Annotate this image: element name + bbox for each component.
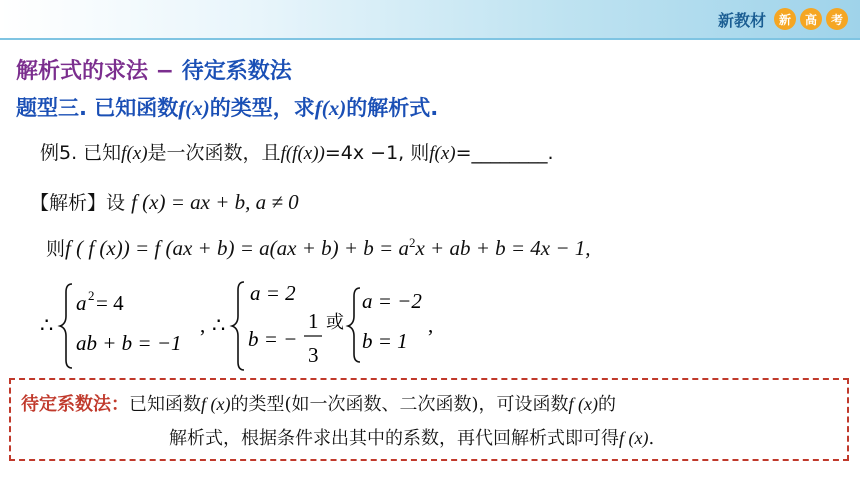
method-l2b: . [648, 428, 655, 449]
derivation-line [46, 234, 591, 261]
example-problem [40, 138, 554, 165]
sol2-top: a = −2 [362, 289, 422, 313]
subtitle-f1: f [178, 96, 186, 120]
brand-logo [718, 6, 848, 32]
sol2-bottom: b = 1 [362, 329, 408, 353]
method-fx3: f (x) [619, 428, 649, 448]
or-word: 或 [326, 312, 344, 333]
example-eq: =4x −1, 则 [324, 142, 430, 164]
subtitle-text-b: 的类型，求 [209, 96, 315, 120]
sol1-top: a = 2 [250, 281, 296, 305]
brand-badge-new: 新 [774, 8, 796, 30]
sol2-end-comma: , [428, 313, 434, 337]
therefore-symbol-2: ∴ [212, 313, 226, 337]
method-fx1: f (x) [201, 394, 231, 414]
example-blank: =________. [455, 142, 554, 164]
title-part2: 待定系数法 [181, 59, 292, 84]
derivation-rest: x + ab + b = 4x − 1, [415, 236, 591, 260]
method-line-2 [169, 424, 654, 450]
derivation-lead: 则 [46, 238, 66, 260]
sys1-comma: , [200, 313, 206, 337]
method-l2a: 解析式，根据条件求出其中的系数，再代回解析式即可得 [169, 428, 619, 449]
analysis-label: 【解析】设 [30, 192, 126, 214]
derivation-expr: f ( f (x)) = f (ax + b) = a(ax + b) + b = a [65, 236, 409, 260]
frac-denominator: 3 [308, 343, 319, 367]
subtitle-f2: f [314, 96, 322, 120]
frac-numerator: 1 [308, 309, 319, 333]
example-fx: f(x) [121, 143, 148, 164]
sys1-eq2: ab + b = −1 [76, 331, 182, 355]
title-part1: 解析式的求法 [16, 59, 149, 84]
sol1-bottom-lhs: b = − [248, 327, 298, 351]
sys1-eq1-a: a [76, 291, 87, 315]
derivation-sup: 2 [408, 235, 416, 250]
example-fx2: f(x) [429, 143, 456, 164]
sys1-eq1-sup: 2 [88, 288, 95, 303]
left-brace-1 [60, 284, 72, 368]
left-brace-2 [232, 282, 244, 370]
title-dash: − [148, 59, 182, 84]
subtitle-x2: (x) [321, 96, 347, 120]
method-label: 待定系数法： [21, 394, 129, 415]
analysis-line [30, 188, 299, 215]
example-label: 例5. 已知 [40, 142, 122, 164]
brand-badge-kao: 考 [826, 8, 848, 30]
method-l1b: 的类型(如一次函数、二次函数)，可设函数 [230, 394, 569, 415]
equation-systems-svg [40, 278, 500, 374]
equation-systems [40, 278, 500, 374]
subtitle-text-a: 题型三. 已知函数 [16, 96, 179, 120]
header-divider [0, 38, 860, 40]
subtitle-text-c: 的解析式. [346, 96, 439, 120]
problem-type-heading [16, 92, 438, 122]
method-l1c: 的 [598, 394, 617, 415]
method-summary-box [9, 378, 849, 461]
brand-text: 新教材 [717, 10, 766, 30]
subtitle-x1: (x) [185, 96, 210, 120]
therefore-symbol-1: ∴ [40, 313, 54, 337]
brand-badge-gao: 高 [800, 8, 822, 30]
method-l1a: 已知函数 [129, 394, 201, 415]
page-title [16, 54, 292, 85]
method-line-1 [21, 390, 616, 416]
method-fx2: f (x) [568, 394, 599, 414]
example-ffx: f(f(x)) [280, 143, 325, 164]
analysis-expr: f (x) = ax + b, a ≠ 0 [131, 190, 299, 214]
sys1-eq1-rhs: = 4 [96, 291, 124, 315]
left-brace-3 [348, 288, 360, 362]
example-mid: 是一次函数，且 [147, 142, 281, 164]
